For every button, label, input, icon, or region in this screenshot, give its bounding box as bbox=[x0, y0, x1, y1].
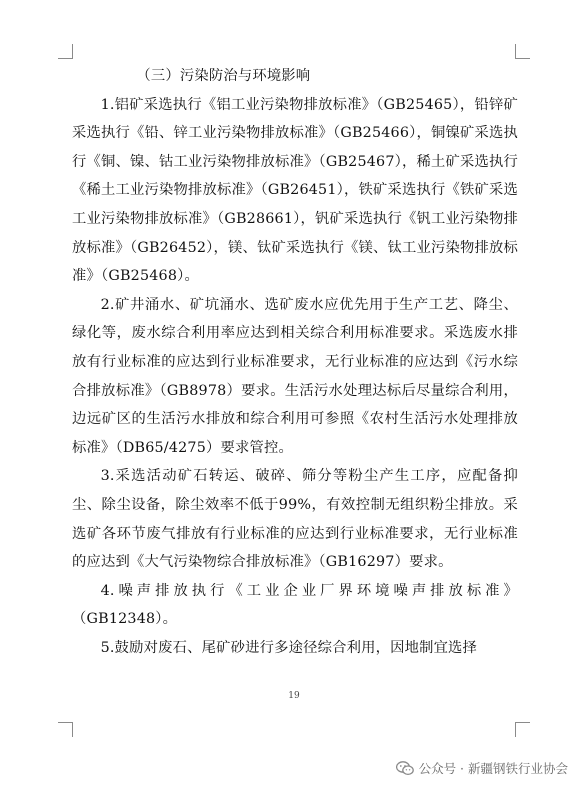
crop-mark-top-left bbox=[58, 44, 73, 59]
crop-mark-bottom-right bbox=[515, 722, 530, 737]
wechat-icon bbox=[396, 761, 414, 776]
page-number: 19 bbox=[288, 691, 300, 701]
paragraph-2: 2.矿井涌水、矿坑涌水、选矿废水应优先用于生产工艺、降尘、绿化等，废水综合利用率应达到相关综合利用标准要求。采选废水排放有行业标准的应达到行业标准要求，无行业标准的应达到《污水综合排放标准》（GB8978）要求。生活污水处理达标后尽量综合利用，边远矿区的生活污水排放和综合利用可参照《农村生活污水处理排放标准》（DB65/4275）要求管控。 bbox=[72, 296, 518, 456]
crop-mark-top-right bbox=[515, 44, 530, 59]
section-heading bbox=[72, 62, 518, 91]
crop-mark-bottom-left bbox=[58, 722, 73, 737]
watermark bbox=[396, 759, 568, 777]
paragraph-4: 4.噪声排放执行《工业企业厂界环境噪声排放标准》（GB12348）。 bbox=[72, 582, 518, 628]
paragraph-1: 1.铝矿采选执行《铝工业污染物排放标准》（GB25465），铅锌矿采选执行《铅、锌工业污染物排放标准》（GB25466），铜镍矿采选执行《铜、镍、钴工业污染物排放标准》（GB25467），稀土矿采选执行《稀土工业污染物排放标准》（GB26451），铁矿采选执行《铁矿采选工业污染物排放标准》（GB28661），钒矿采选执行《钒工业污染物排放标准》（GB26452），镁、钛矿采选执行《镁、钛工业污染物排放标准》（GB25468）。 bbox=[72, 96, 518, 285]
section-heading-text: （三）污染防治与环境影响 bbox=[136, 68, 311, 84]
paragraph-3: 3.采选活动矿石转运、破碎、筛分等粉尘产生工序，应配备抑尘、除尘设备，除尘效率不低于99%，有效控制无组织粉尘排放。采选矿各环节废气排放有行业标准的应达到行业标准要求，无行业标准的应达到《大气污染物综合排放标准》（GB16297）要求。 bbox=[72, 468, 518, 571]
paragraph-5: 5.鼓励对废石、尾矿砂进行多途径综合利用，因地制宜选择 bbox=[100, 639, 478, 656]
watermark-text: 公众号 · 新疆钢铁行业协会 bbox=[418, 761, 568, 776]
document-body bbox=[72, 62, 518, 662]
